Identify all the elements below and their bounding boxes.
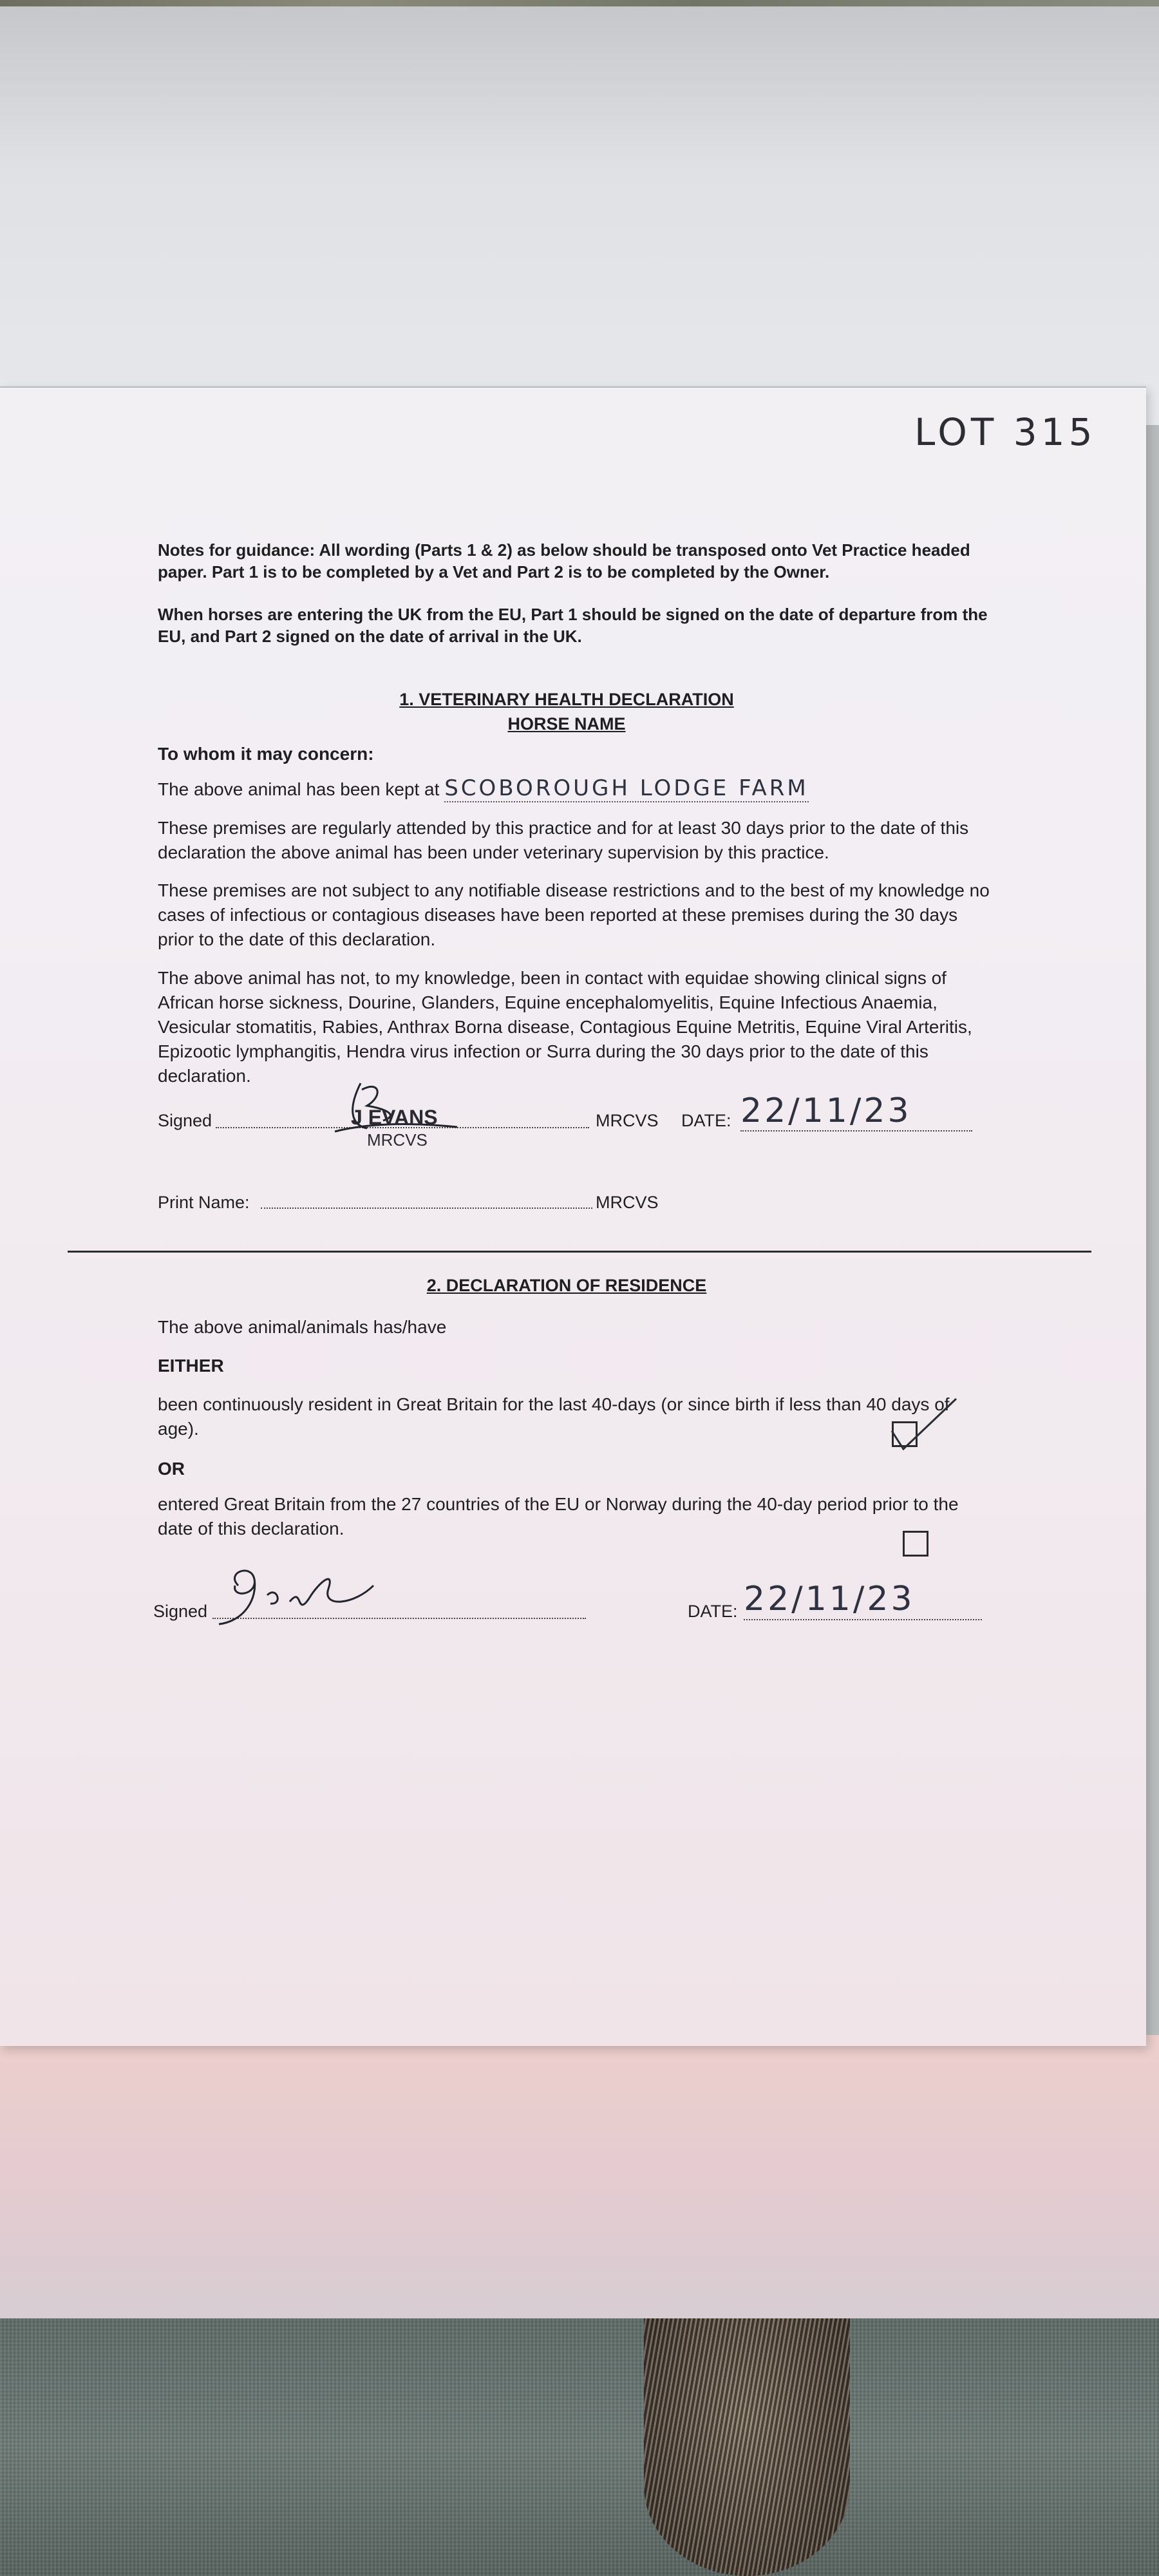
horse-name-label: HORSE NAME: [507, 714, 626, 734]
part1-title: 1. VETERINARY HEALTH DECLARATION: [399, 690, 734, 709]
fabric-surface: [0, 2318, 1159, 2576]
checkmark-icon: [885, 1392, 963, 1457]
declaration-document: [0, 386, 1146, 2046]
premises-attended: These premises are regularly attended by this practice and for at least 30 days prior to the date of this declaration the above animal has been under veterinary supervision by this practice.: [158, 818, 969, 862]
disease-contact-statement: The above animal has not, to my knowledge, been in contact with equidae showing clinical signs of African horse sickness, Dourine, Glanders, Equine encephalomyelitis, Equine Infectious Anaemia, Vesicular stomatitis, Rabies, Anthrax Borna disease, Contagious Equine Metritis, Equine Viral Arteritis, Epizootic lymphangitis, Hendra virus infection or Surra during the 30 days prior to the date of this declaration.: [158, 968, 972, 1086]
print-mrcvs-label: MRCVS: [596, 1193, 659, 1212]
kept-at-label: The above animal has been kept at: [158, 779, 440, 799]
salutation: To whom it may concern:: [158, 744, 374, 764]
owner-date-label: DATE:: [688, 1602, 738, 1621]
vet-stamp-title: MRCVS: [367, 1130, 428, 1150]
option-continuous-residence: been continuously resident in Great Britain for the last 40-days (or since birth if less than 40 days of age).: [158, 1394, 950, 1439]
premises-name: SCOBOROUGH LODGE FARM: [444, 775, 809, 801]
owner-signed-label: Signed: [153, 1602, 208, 1621]
vet-mrcvs-label: MRCVS: [596, 1111, 659, 1130]
vet-date-label: DATE:: [681, 1111, 731, 1130]
vet-date-value: 22/11/23: [740, 1092, 972, 1132]
option-entered-gb: entered Great Britain from the 27 countries of the EU or Norway during the 40-day period prior to the date of this declaration.: [158, 1494, 959, 1539]
either-label: EITHER: [158, 1356, 224, 1376]
kept-at-line: [158, 776, 995, 802]
background-edge: [0, 0, 1159, 6]
guidance-eu-entry: When horses are entering the UK from the EU, Part 1 should be signed on the date of departure from the EU, and Part 2 signed on the date of arrival in the UK.: [158, 605, 988, 646]
owner-signature: [206, 1560, 386, 1631]
section-divider: [68, 1251, 1091, 1253]
checkbox-entered-gb[interactable]: [903, 1531, 928, 1557]
premises-restrictions: These premises are not subject to any notifiable disease restrictions and to the best of my knowledge no cases of infectious or contagious diseases have been reported at these premises during the 30 days prior to the date of this declaration.: [158, 880, 990, 949]
background-paper-sheet: [0, 0, 1159, 425]
print-name-label: Print Name:: [158, 1193, 250, 1212]
lot-number: LOT 315: [914, 410, 1097, 454]
vet-stamp-name: J EVANS: [351, 1106, 438, 1129]
animal-fur: [644, 2318, 850, 2576]
vet-signed-label: Signed: [158, 1111, 212, 1130]
residence-intro: The above animal/animals has/have: [158, 1317, 447, 1337]
part2-title: 2. DECLARATION OF RESIDENCE: [426, 1276, 707, 1295]
guidance-notes: Notes for guidance: All wording (Parts 1 & 2) as below should be transposed onto Vet Practice headed paper. Part 1 is to be completed by a Vet and Part 2 is to be completed by the Owner.: [158, 540, 970, 582]
print-name-line: [261, 1208, 592, 1209]
back-paper-sheet: [0, 2035, 1159, 2318]
or-label: OR: [158, 1459, 185, 1479]
owner-date-value: 22/11/23: [744, 1579, 982, 1620]
